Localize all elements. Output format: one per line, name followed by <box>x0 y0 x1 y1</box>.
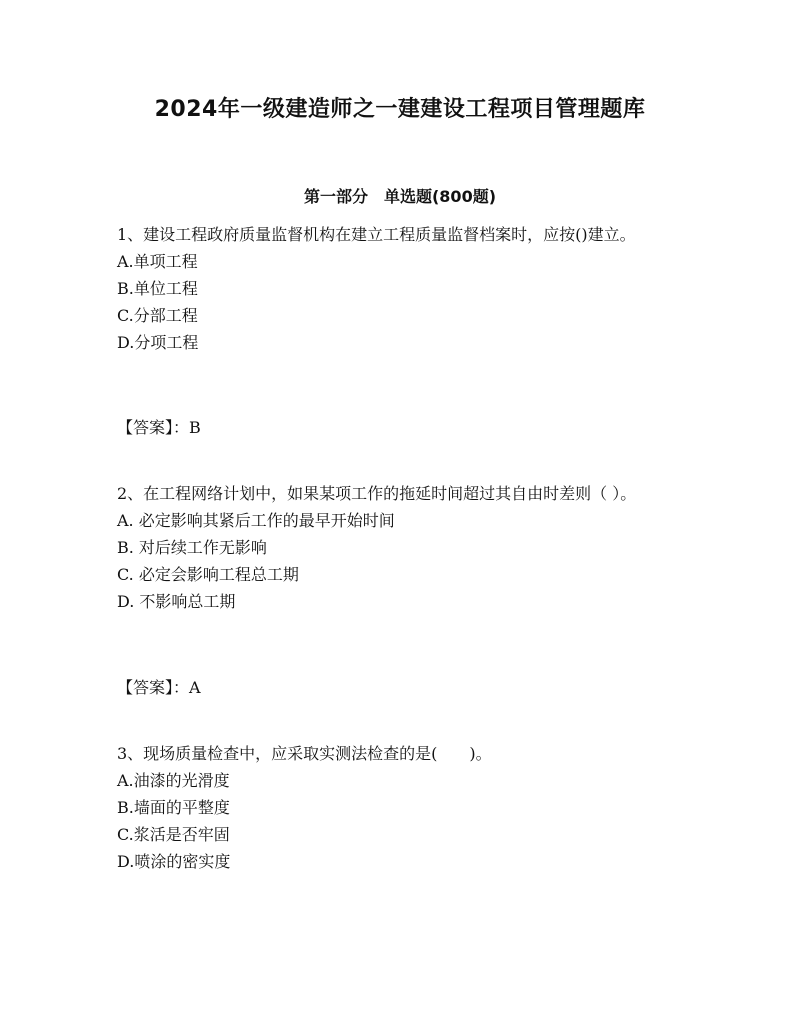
option-d: D.分项工程 <box>117 333 199 352</box>
option-list <box>117 507 677 615</box>
option-c: C. 必定会影响工程总工期 <box>117 565 299 584</box>
option-a: A.油漆的光滑度 <box>117 771 230 790</box>
question-stem: 3、现场质量检查中，应采取实测法检查的是( )。 <box>117 744 492 763</box>
option-b: B.墙面的平整度 <box>117 798 230 817</box>
option-a: A. 必定影响其紧后工作的最早开始时间 <box>117 511 395 530</box>
question-3 <box>117 740 677 875</box>
option-b: B. 对后续工作无影响 <box>117 538 267 557</box>
document-title: 2024年一级建造师之一建建设工程项目管理题库 <box>154 97 646 122</box>
question-2 <box>117 480 677 615</box>
option-list <box>117 767 677 875</box>
question-stem: 1、建设工程政府质量监督机构在建立工程质量监督档案时，应按()建立。 <box>117 225 636 244</box>
option-a: A.单项工程 <box>117 252 198 271</box>
option-d: D.喷涂的密实度 <box>117 852 231 871</box>
option-d: D. 不影响总工期 <box>117 592 236 611</box>
option-list <box>117 248 677 356</box>
section-title: 第一部分 单选题(800题) <box>303 187 497 206</box>
option-c: C.分部工程 <box>117 306 198 325</box>
question-stem: 2、在工程网络计划中，如果某项工作的拖延时间超过其自由时差则（ ）。 <box>117 484 637 503</box>
option-c: C.浆活是否牢固 <box>117 825 230 844</box>
answer-1: 【答案】：B <box>117 418 201 437</box>
answer-2: 【答案】：A <box>117 678 201 697</box>
question-1 <box>117 221 677 356</box>
option-b: B.单位工程 <box>117 279 198 298</box>
